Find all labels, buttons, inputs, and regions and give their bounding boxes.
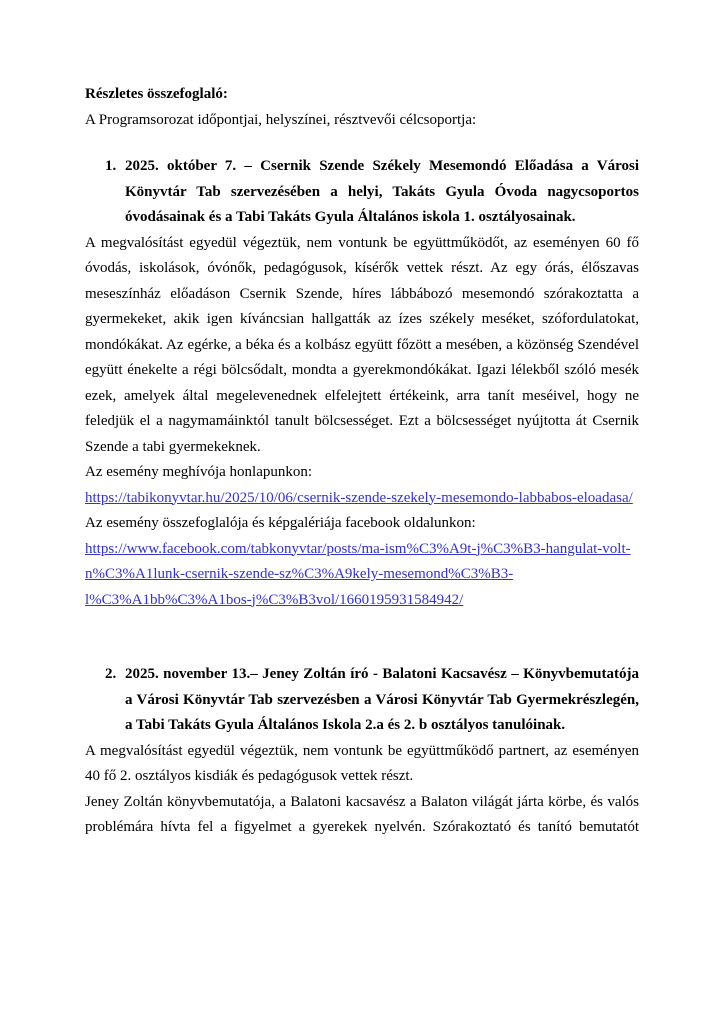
event-2-participants-paragraph: A megvalósítást egyedül végeztük, nem vontunk be együttműködő partnert, az eseményen 40 fő 2. osztályos kisdiák és pedagógusok vettek részt. [85, 742, 639, 784]
facebook-link-line-3[interactable]: l%C3%A1bb%C3%A1bos-j%C3%B3vol/1660195931584942/ [85, 591, 464, 608]
facebook-label: Az esemény összefoglalója és képgalériája facebook oldalunkon: [85, 515, 476, 531]
event-2-title: 2025. november 13.– Jeney Zoltán író - Balatoni Kacsavész – Könyvbemutatója a Városi Könyvtár Tab szervezésben a Városi Könyvtár Tab Gyermekrészlegén, a Tabi Takáts Gyula Általános Iskola 2.a és 2. b osztályos tanulóinak. [125, 666, 639, 733]
list-item [85, 662, 639, 739]
event-2-description-paragraph: Jeney Zoltán könyvbemutatója, a Balatoni kacsavész a Balaton világát járta körbe, és valós problémára hívta fel a figyelmet a gyerekek nyelvén. Szórakoztató és tanító bemutatót [85, 793, 639, 835]
intro-line: A Programsorozat időpontjai, helyszínei, résztvevői célcsoportja: [85, 111, 477, 128]
facebook-link-line-1[interactable]: https://www.facebook.com/tabkonyvtar/posts/ma-ism%C3%A9t-j%C3%B3-hangulat-volt- [85, 540, 631, 557]
page-title: Részletes összefoglaló: [85, 86, 228, 102]
facebook-link-block [85, 537, 639, 614]
facebook-link-line-2[interactable]: n%C3%A1lunk-csernik-szende-sz%C3%A9kely-mesemond%C3%B3- [85, 566, 514, 582]
invite-label: Az esemény meghívója honlapunkon: [85, 464, 313, 480]
invite-link-line [85, 486, 639, 512]
event-1-title: 2025. október 7. – Csernik Szende Székely Mesemondó Előadása a Városi Könyvtár Tab szervezésében a helyi, Takáts Gyula Óvoda nagycsoportos óvodásainak és a Tabi Takáts Gyula Általános iskola 1. osztályosainak. [125, 158, 639, 225]
invite-link[interactable]: https://tabikonyvtar.hu/2025/10/06/csernik-szende-szekely-mesemondo-labbabos-eloadasa/ [85, 489, 633, 506]
list-item [85, 154, 639, 231]
list-number-1: 1. [105, 158, 117, 174]
facebook-link[interactable] [85, 537, 639, 614]
event-1-summary-paragraph: A megvalósítást egyedül végeztük, nem vontunk be együttműködőt, az eseményen 60 fő óvodás, iskolások, óvónők, pedagógusok, kísérők vettek részt. Az egy órás, élőszavas meseszínház előadáson Csernik Szende, híres lábbábozó mesemondó szórakoztatta a gyermekeket, akik igen kíváncsian hallgatták az ízes székely meséket, szófordulatokat, mondókákat. Az egérke, a béka és a kolbász együtt főzött a mesében, a közönség Szendével együtt énekelte a régi bölcsődalt, mondta a gyerekmondókákat. Igazi lélekből szóló mesék ezek, amelyek által megelevenednek elfelejtett értékeink, arra tanít meséivel, hogy ne feledjük el a nagymamáinktól tanult bölcsességet. Ezt a bölcsességet nyújtotta át Csernik Szende a tabi gyermekeknek. [85, 234, 639, 455]
list-number-2: 2. [105, 666, 117, 682]
